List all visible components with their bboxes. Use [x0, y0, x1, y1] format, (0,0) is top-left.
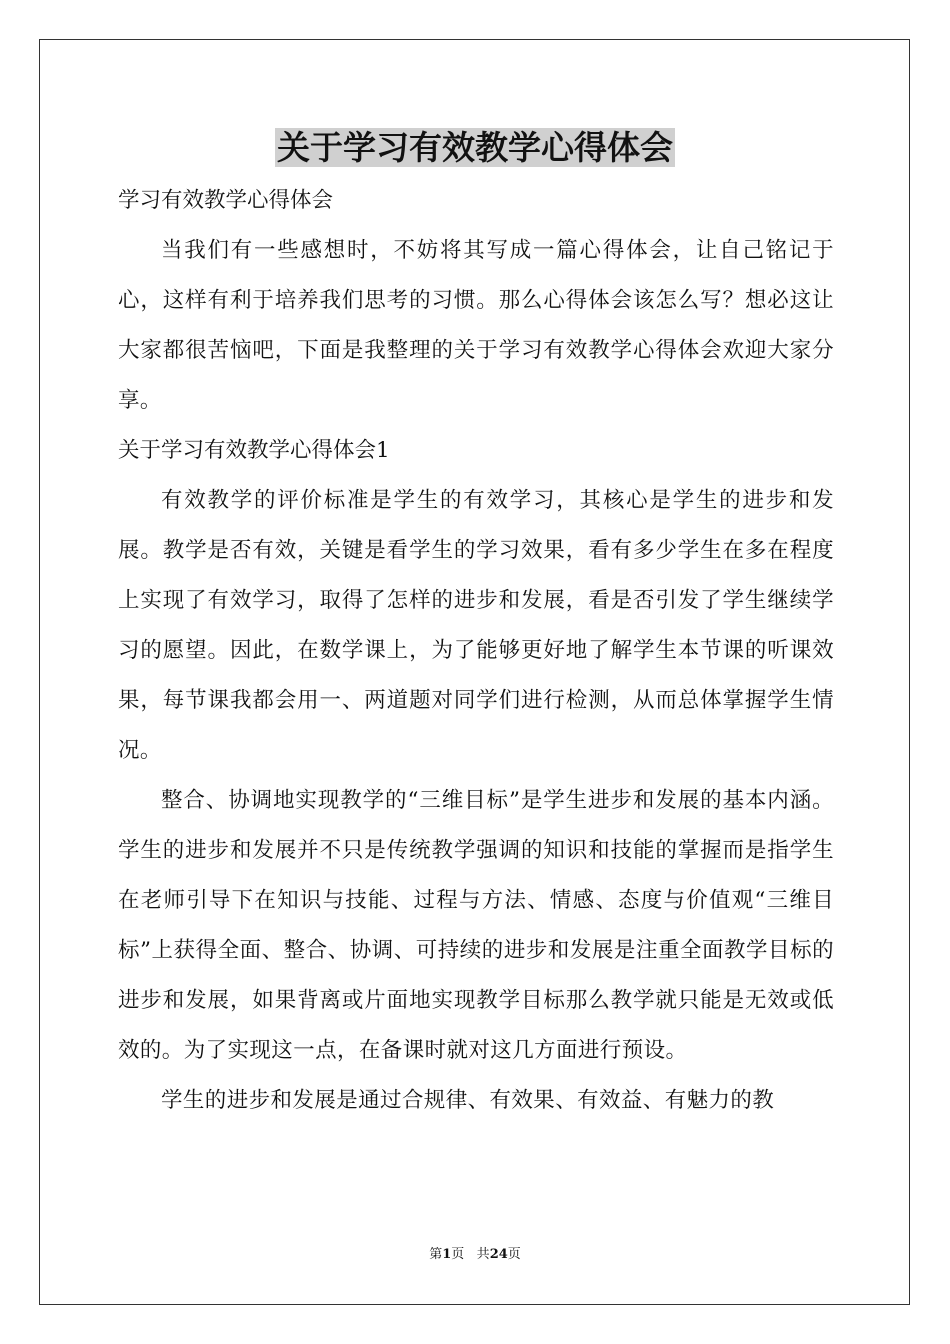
total-label-prefix: 共: [476, 1247, 490, 1262]
body-paragraph-1: 有效教学的评价标准是学生的有效学习，其核心是学生的进步和发展。教学是否有效，关键是看学生的学习效果，看有多少学生在多在程度上实现了有效学习，取得了怎样的进步和发展，看是否引发了学生继续学习的愿望。因此，在数学课上，为了能够更好地了解学生本节课的听课效果，每节课我都会用一、两道题对同学们进行检测，从而总体掌握学生情况。: [118, 488, 834, 763]
page-label-suffix: 页: [451, 1247, 465, 1262]
body-paragraph-3: 学生的进步和发展是通过合规律、有效果、有效益、有魅力的教: [161, 1088, 775, 1113]
total-pages: 24: [489, 1247, 508, 1262]
intro-paragraph: 当我们有一些感想时，不妨将其写成一篇心得体会，让自己铭记于心，这样有利于培养我们思考的习惯。那么心得体会该怎么写？想必这让大家都很苦恼吧，下面是我整理的关于学习有效教学心得体会欢迎大家分享。: [118, 238, 834, 413]
document-title: [0, 122, 950, 174]
section-heading: 关于学习有效教学心得体会1: [118, 438, 390, 463]
page-label-prefix: 第: [429, 1247, 443, 1262]
page-number: 1: [442, 1247, 452, 1262]
total-label-suffix: 页: [507, 1247, 521, 1262]
document-subtitle: 学习有效教学心得体会: [118, 188, 334, 213]
document-title-text: 关于学习有效教学心得体会: [277, 128, 673, 167]
page-footer: [0, 1245, 950, 1265]
document-body: [118, 176, 834, 1126]
body-paragraph-2: 整合、协调地实现教学的“三维目标”是学生进步和发展的基本内涵。学生的进步和发展并不只是传统教学强调的知识和技能的掌握而是指学生在老师引导下在知识与技能、过程与方法、情感、态度与价值观“三维目标”上获得全面、整合、协调、可持续的进步和发展是注重全面教学目标的进步和发展，如果背离或片面地实现教学目标那么教学就只能是无效或低效的。为了实现这一点，在备课时就对这几方面进行预设。: [118, 788, 834, 1063]
